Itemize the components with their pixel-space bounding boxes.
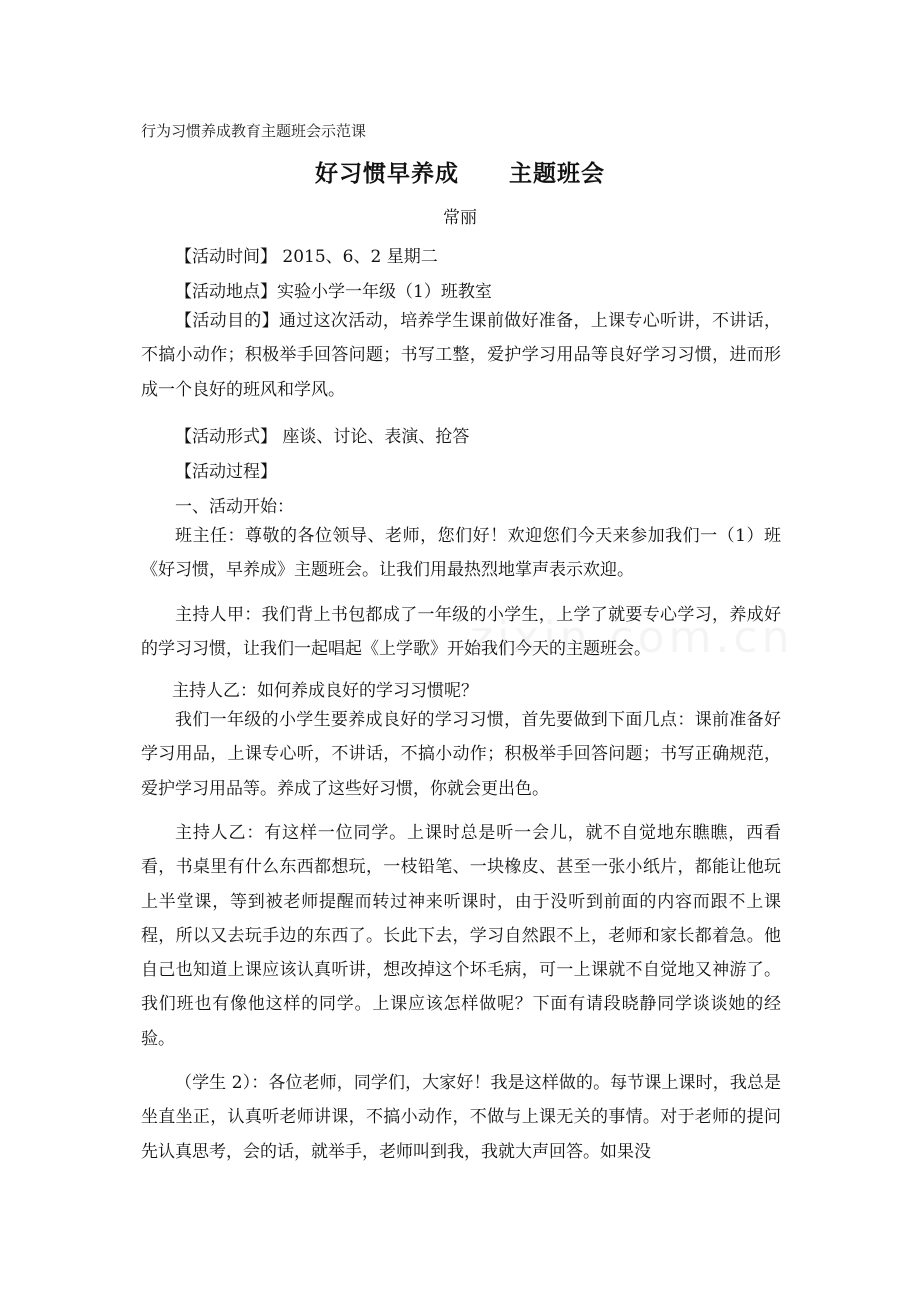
activity-time: 【活动时间】 2015、6、2 星期二 [175,247,438,267]
paragraph-host-b-question: 主持人乙：如何养成良好的学习习惯呢？ [172,681,478,701]
author-name: 常丽 [443,208,477,228]
paragraph-teacher: 班主任：尊敬的各位领导、老师，您们好！欢迎您们今天来参加我们一（1）班《好习惯，早养成》主题班会。让我们用最热烈地掌声表示欢迎。 [141,526,781,581]
title-part-2: 主题班会 [509,160,605,187]
paragraph-habits: 我们一年级的小学生要养成良好的学习习惯，首先要做到下面几点：课前准备好学习用品，上课专心听，不讲话，不搞小动作；积极举手回答问题；书写正确规范，爱护学习用品等。养成了这些好习惯，你就会更出色。 [141,710,781,799]
paragraph-student-2: （学生 2）：各位老师，同学们，大家好！我是这样做的。每节课上课时，我总是坐直坐正，认真听老师讲课，不搞小动作，不做与上课无关的事情。对于老师的提问先认真思考，会的话，就举手，老师叫到我，我就大声回答。如果没 [141,1073,781,1162]
title-part-1: 好习惯早养成 [315,160,459,187]
document-title [0,155,920,188]
activity-process: 【活动过程】 [175,462,277,482]
step-one-heading: 一、活动开始： [175,497,294,517]
document-header: 行为习惯养成教育主题班会示范课 [141,122,367,140]
activity-form: 【活动形式】 座谈、讨论、表演、抢答 [175,427,470,447]
activity-place: 【活动地点】实验小学一年级（1）班教室 [175,282,492,302]
paragraph-host-a: 主持人甲：我们背上书包都成了一年级的小学生，上学了就要专心学习，养成好的学习习惯，让我们一起唱起《上学歌》开始我们今天的主题班会。 [141,605,781,660]
watermark [470,612,794,663]
paragraph-host-b-story: 主持人乙：有这样一位同学。上课时总是听一会儿，就不自觉地东瞧瞧，西看看，书桌里有什么东西都想玩，一枝铅笔、一块橡皮、甚至一张小纸片，都能让他玩上半堂课，等到被老师提醒而转过神来听课时，由于没听到前面的内容而跟不上课程，所以又去玩手边的东西了。长此下去，学习自然跟不上，老师和家长都着急。他自己也知道上课应该认真听讲，想改掉这个坏毛病，可一上课就不自觉地又神游了。我们班也有像他这样的同学。上课应该怎样做呢？下面有请段晓静同学谈谈她的经验。 [141,823,781,1049]
activity-purpose: 【活动目的】通过这次活动，培养学生课前做好准备，上课专心听讲，不讲话，不搞小动作；积极举手回答问题；书写工整，爱护学习用品等良好学习习惯，进而形成一个良好的班风和学风。 [141,311,781,400]
